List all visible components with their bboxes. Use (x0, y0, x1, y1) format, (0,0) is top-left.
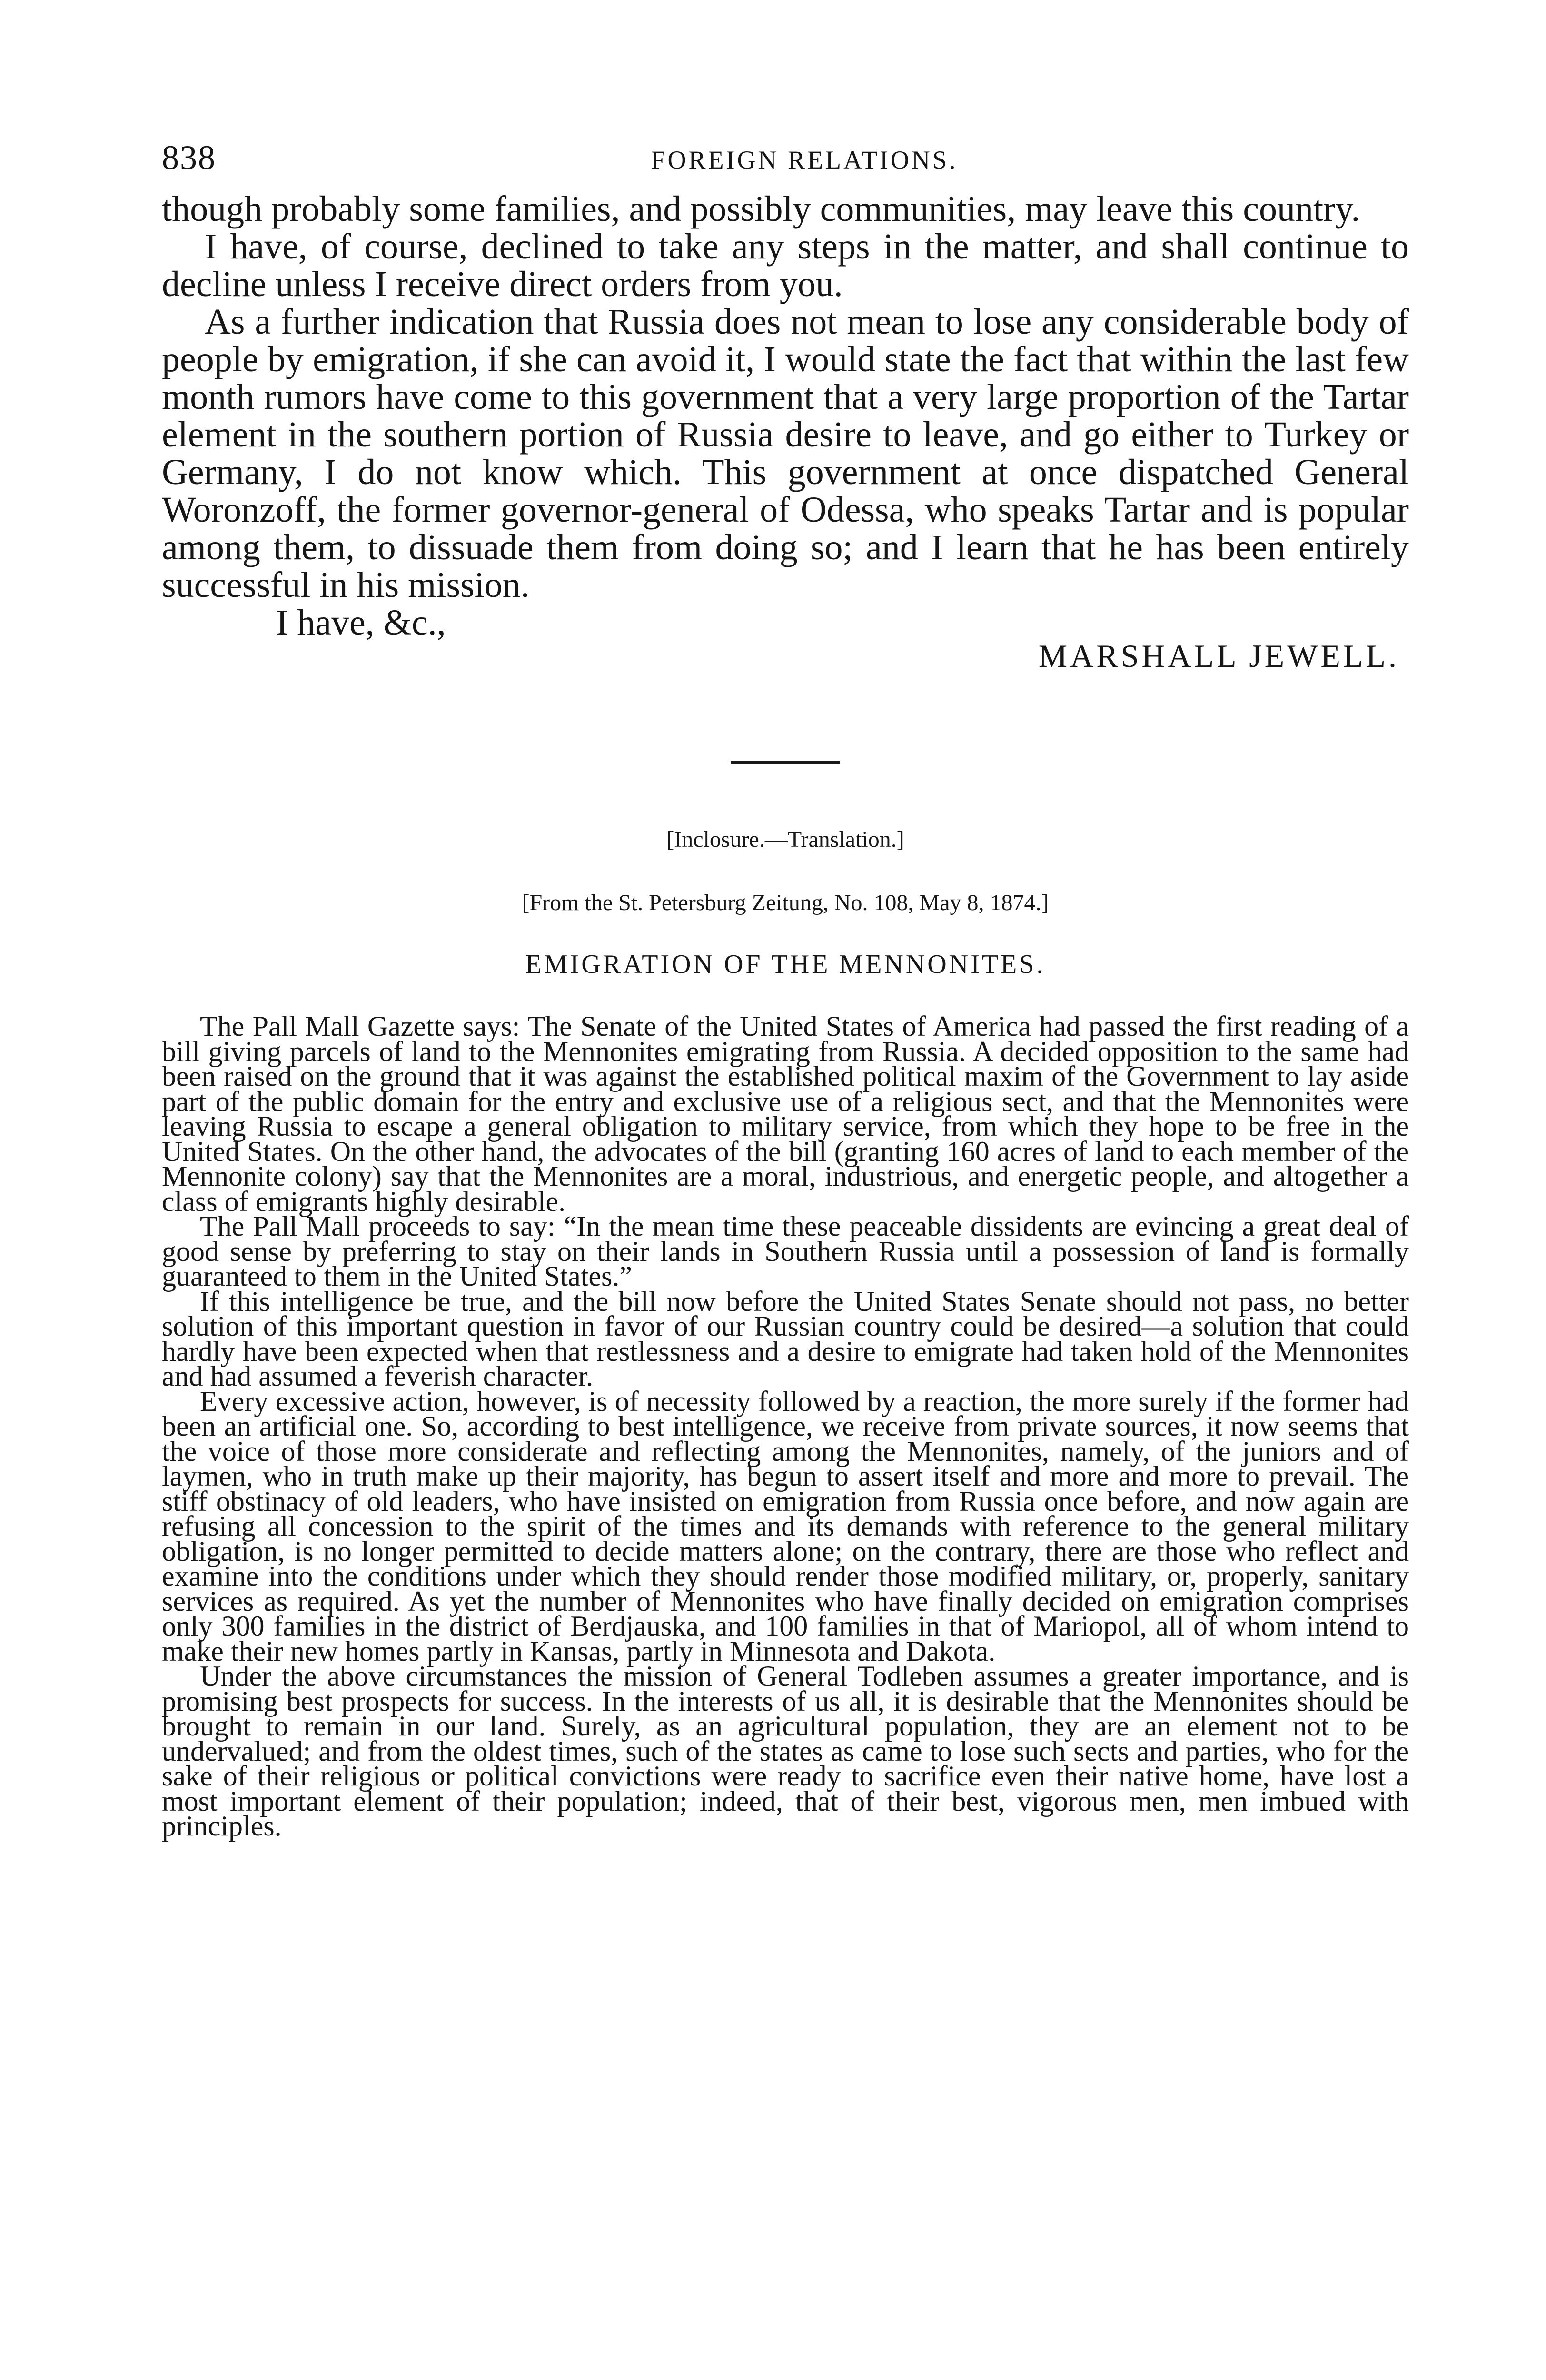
article-paragraph: If this intelligence be true, and the bill now before the United States Senate should not pass, no better solution of this important question in favor of our Russian country could be desired—a solution that could hardly have been expected when that restlessness and a desire to emigrate had taken hold of the Mennonites and had assumed a feverish character. (162, 1285, 1409, 1392)
article-paragraph: The Pall Mall proceeds to say: “In the mean time these peaceable dissidents are evincing a great deal of good sense by preferring to stay on their lands in Southern Russia until a possession of land is formally guaranteed to them in the United States.” (162, 1210, 1409, 1292)
article-paragraph: The Pall Mall Gazette says: The Senate of the United States of America had passed the first reading of a bill giving parcels of land to the Mennonites emigrating from Russia. A decided opposition to the same had been raised on the ground that it was against the established political maxim of the Government to lay aside part of the public domain for the entry and exclusive use of a religious sect, and that the Mennonites were leaving Russia to escape a general obligation to military service, from which they hope to be free in the United States. On the other hand, the advocates of the bill (granting 160 acres of land to each member of the Mennonite colony) say that the Mennonites are a moral, industrious, and energetic people, and altogether a class of emigrants highly desirable. (162, 1011, 1409, 1217)
letter-paragraph: As a further indication that Russia does not mean to lose any considerable body of people by emigration, if she can avoid it, I would state the fact that within the last few month rumors have come to this government that a very large proportion of the Tartar element in the southern portion of Russia desire to leave, and go either to Turkey or Germany, I do not know which. This government at once dispatched General Woronzoff, the former governor-general of Odessa, who speaks Tartar and is popular among them, to dissuade them from doing so; and I learn that he has been entirely successful in his mission. (162, 302, 1409, 605)
running-title: FOREIGN RELATIONS. (651, 146, 958, 174)
article-paragraph: Every excessive action, however, is of necessity followed by a reaction, the more surely if the former had been an artificial one. So, according to best intelligence, we receive from private sources, it now seems that the voice of those more considerate and reflecting among the Mennonites, namely, of the juniors and of laymen, who in truth make up their majority, has begun to assert itself and more and more to prevail. The stiff obstinacy of old leaders, who have insisted on emigration from Russia once before, and now again are refusing all concession to the spirit of the times and its demands with reference to the general military obligation, is no longer permitted to decide matters alone; on the contrary, there are those who reflect and examine into the conditions under which they should render those modified military, or, properly, sanitary services as required. As yet the number of Mennonites who have finally decided on emigration comprises only 300 families in the district of Berdjauska, and 100 families in that of Mariopol, all of whom intend to make their new homes partly in Kansas, partly in Minnesota and Dakota. (162, 1385, 1409, 1667)
article-body (162, 1011, 1409, 1842)
article-title: EMIGRATION OF THE MENNONITES. (525, 950, 1046, 979)
source-note: [From the St. Petersburg Zeitung, No. 108, May 8, 1874.] (522, 890, 1049, 915)
article-paragraph: Under the above circumstances the mission of General Todleben assumes a greater importance, and is promising best prospects for success. In the interests of us all, it is desirable that the Mennonites should be brought to remain in our land. Surely, as an agricultural population, they are an element not to be undervalued; and from the oldest times, such of the states as came to lose such sects and parties, who for the sake of their religious or political convictions were ready to sacrifice even their native home, have lost a most important element of their population; indeed, that of their best, vigorous men, men imbued with principles. (162, 1660, 1409, 1842)
inclosure-label: [Inclosure.—Translation.] (666, 827, 904, 852)
letter-body (162, 190, 1409, 604)
page-number: 838 (162, 139, 216, 177)
letter-closing (162, 604, 1409, 675)
signature: MARSHALL JEWELL. (1038, 638, 1399, 674)
letter-paragraph: I have, of course, declined to take any steps in the matter, and shall continue to decline unless I receive direct orders from you. (162, 227, 1409, 304)
section-divider (731, 761, 840, 764)
closing-salutation: I have, &c., (276, 603, 446, 643)
document-page (162, 119, 1409, 1842)
running-head (162, 119, 1409, 190)
letter-paragraph: though probably some families, and possibly communities, may leave this country. (162, 189, 1360, 229)
